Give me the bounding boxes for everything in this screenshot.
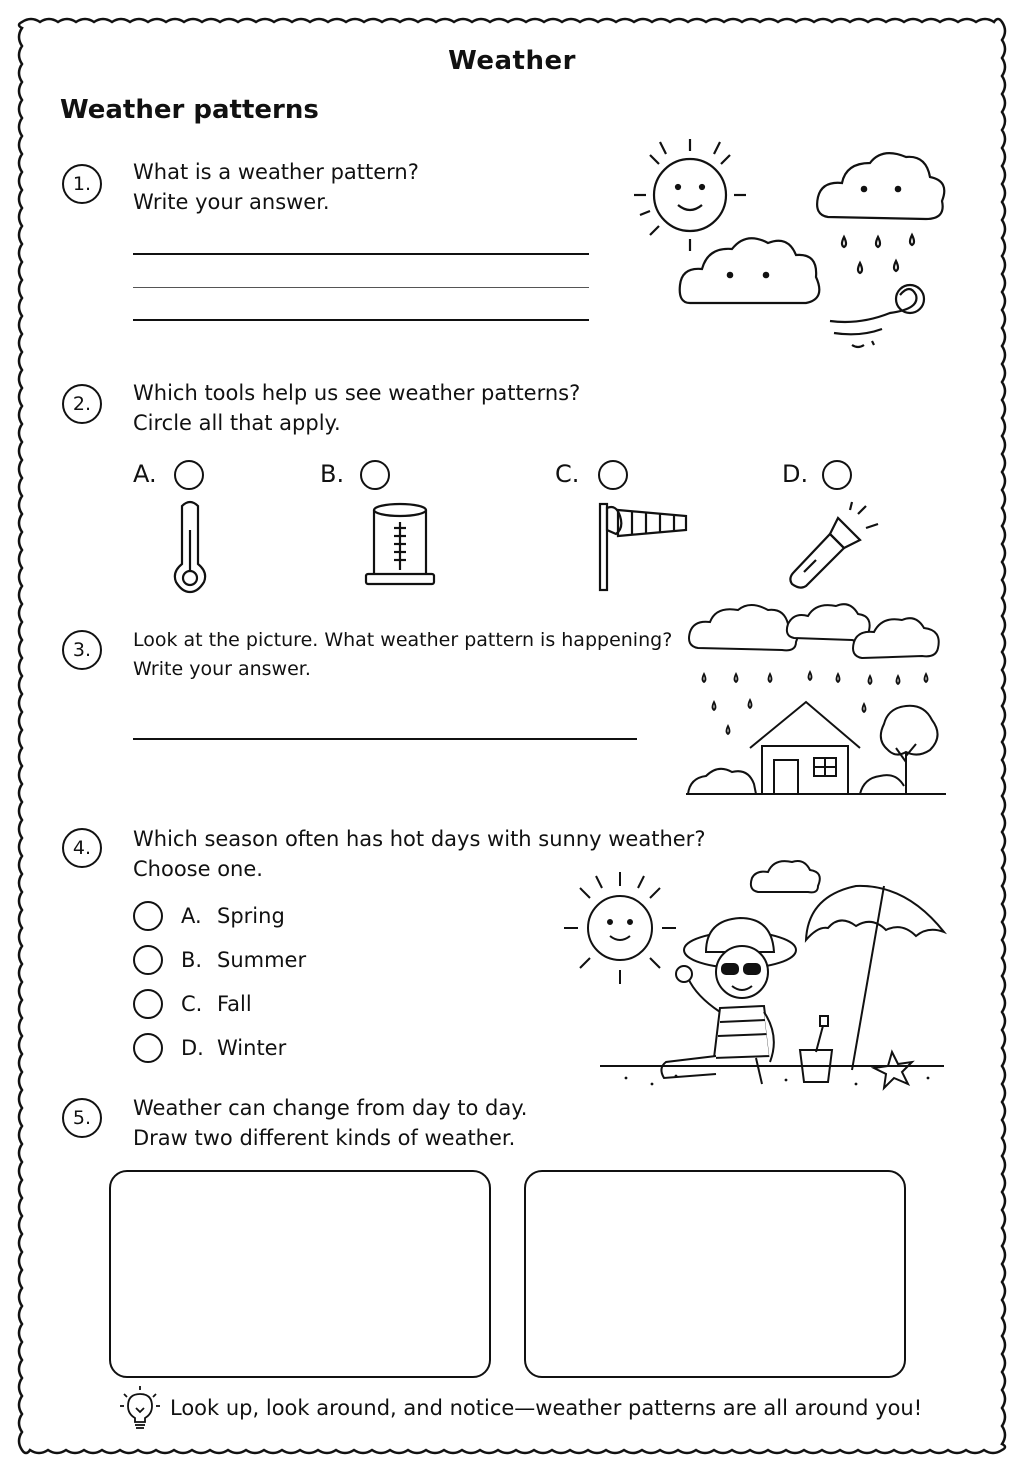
drawing-box-2[interactable] (524, 1170, 906, 1378)
question-2-prompt: Which tools help us see weather patterns? (133, 381, 581, 405)
option-a-circle[interactable] (174, 460, 204, 490)
season-choices (133, 894, 306, 1070)
sun-icon (564, 872, 676, 984)
tree-icon (881, 706, 938, 794)
flashlight-icon (786, 500, 882, 592)
house-icon (750, 702, 860, 794)
choice-winter-circle[interactable] (133, 1033, 163, 1063)
option-a-letter: A. (133, 460, 157, 488)
cloud-icon (680, 238, 820, 303)
question-1-text (133, 157, 419, 217)
wind-icon (830, 285, 924, 347)
question-5-text (133, 1093, 527, 1153)
question-4-instruction: Choose one. (133, 857, 263, 881)
question-2-instruction: Circle all that apply. (133, 411, 341, 435)
choice-spring[interactable] (133, 894, 306, 938)
rain-gauge-icon (362, 500, 438, 592)
option-d-circle[interactable] (822, 460, 852, 490)
question-5-prompt: Weather can change from day to day. (133, 1096, 528, 1120)
question-number-1: 1. (62, 164, 102, 204)
choice-fall-circle[interactable] (133, 989, 163, 1019)
bucket-icon (800, 1016, 832, 1082)
footer-tip (120, 1386, 922, 1430)
answer-line-2[interactable] (133, 287, 589, 288)
question-number-3: 3. (62, 630, 102, 670)
choice-letter: C. (181, 992, 203, 1016)
answer-line-1[interactable] (133, 253, 589, 255)
question-5-instruction: Draw two different kinds of weather. (133, 1126, 516, 1150)
choice-summer[interactable] (133, 938, 306, 982)
choice-label: Summer (217, 948, 307, 972)
choice-label: Fall (217, 992, 252, 1016)
choice-summer-circle[interactable] (133, 945, 163, 975)
thermometer-icon (168, 500, 212, 592)
option-c-circle[interactable] (598, 460, 628, 490)
question-3-text (133, 626, 672, 684)
question-number-5: 5. (62, 1098, 102, 1138)
choice-letter: A. (181, 904, 202, 928)
windsock-icon (596, 500, 692, 592)
question-4-prompt: Which season often has hot days with sunny weather? (133, 827, 706, 851)
choice-letter: B. (181, 948, 203, 972)
weather-illustration (620, 135, 950, 355)
option-b-circle[interactable] (360, 460, 390, 490)
cloud-icon (751, 861, 820, 892)
question-3-prompt: Look at the picture. What weather pattern is happening? (133, 629, 673, 651)
sun-icon (634, 139, 746, 251)
option-d-letter: D. (782, 460, 809, 488)
umbrella-icon (806, 886, 944, 1070)
question-2-text (133, 378, 580, 438)
starfish-icon (874, 1052, 912, 1088)
answer-line-3[interactable] (133, 319, 589, 321)
question-1-prompt: What is a weather pattern? (133, 160, 419, 184)
rain-cloud-icon (817, 153, 944, 273)
lightbulb-icon (120, 1386, 160, 1430)
question-number-2: 2. (62, 384, 102, 424)
option-c-letter: C. (555, 460, 580, 488)
choice-label: Winter (217, 1036, 287, 1060)
choice-label: Spring (217, 904, 285, 928)
beach-picture (556, 856, 948, 1092)
option-b-letter: B. (320, 460, 345, 488)
question-number-4: 4. (62, 828, 102, 868)
page-title: Weather (448, 46, 576, 76)
choice-spring-circle[interactable] (133, 901, 163, 931)
answer-line-q3[interactable] (133, 738, 637, 740)
drawing-box-1[interactable] (109, 1170, 491, 1378)
rainy-house-picture (684, 600, 949, 800)
cloud-icon (689, 605, 798, 650)
choice-winter[interactable] (133, 1026, 306, 1070)
choice-fall[interactable] (133, 982, 306, 1026)
question-3-instruction: Write your answer. (133, 658, 311, 680)
question-1-instruction: Write your answer. (133, 190, 330, 214)
choice-letter: D. (181, 1036, 204, 1060)
child-icon (661, 918, 796, 1084)
section-title: Weather patterns (60, 95, 319, 125)
footer-text: Look up, look around, and notice—weather patterns are all around you! (170, 1396, 923, 1420)
